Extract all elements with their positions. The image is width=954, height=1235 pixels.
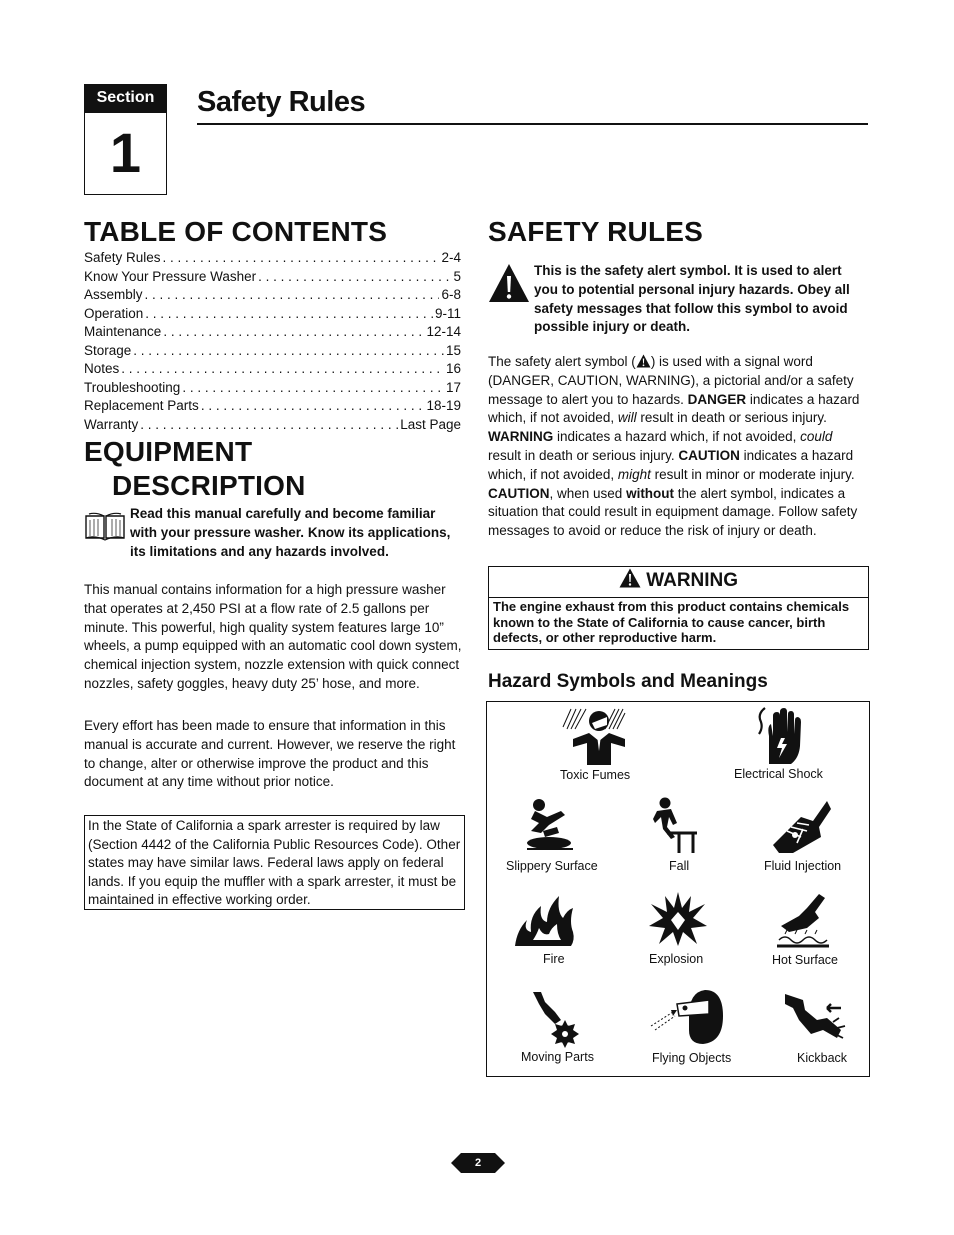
toc-label: Warranty [84, 416, 139, 432]
warning-header [489, 567, 868, 598]
fluid-injection-icon [771, 797, 833, 855]
warning-title: WARNING [646, 570, 739, 591]
hazard-label: Explosion [649, 952, 704, 966]
toc-page: Last Page [400, 416, 461, 432]
section-badge [84, 84, 167, 195]
hazard-label: Fall [669, 859, 690, 873]
equipment-paragraph: This manual contains information for a high pressure washer that operates at 2,450 PSI at a flow rate of 2.5 gallons per minute. This powerful, high quality system features large 10” wheels, a pump equipped with an automatic cool down system, chemical injection system, nozzle extension with quick connect nozzles, safety goggles, heavy duty 25’ hose, and more. [84, 582, 462, 691]
toc-label: Safety Rules [84, 250, 161, 265]
hazard-label: Kickback [797, 1051, 848, 1065]
hazard-label: Toxic Fumes [560, 768, 631, 782]
toc-page: 16 [445, 361, 461, 376]
toc-label: Maintenance [84, 324, 162, 339]
toc-page: 5 [453, 268, 461, 284]
toc-heading: TABLE OF CONTENTS [84, 216, 388, 247]
california-notice: In the State of California a spark arrester is required by law (Section 4442 of the California Public Resources Code). Other states may have similar laws. Federal laws apply on federal lands. If you equip the muffler with a spark arrester, it must be maintained in effective working order. [84, 815, 465, 910]
page-title: Safety Rules [197, 86, 366, 118]
toc-page: 17 [445, 379, 461, 395]
toc-row[interactable] [84, 287, 461, 306]
toc-label: Operation [84, 305, 144, 321]
hazard-label: Moving Parts [521, 1050, 594, 1064]
kickback-icon [783, 990, 849, 1046]
warning-alert-icon [619, 568, 641, 588]
warning-box [488, 566, 869, 650]
toc-label: Storage [84, 342, 132, 358]
toc-row[interactable] [84, 324, 461, 343]
section-label: Section [85, 85, 166, 113]
equipment-heading-line2: DESCRIPTION [112, 470, 306, 501]
toc-row[interactable] [84, 269, 461, 288]
toc-row[interactable] [84, 417, 461, 436]
warning-text: The engine exhaust from this product contains chemicals known to the State of California to cause cancer, birth defects, or other reproductive harm. [493, 599, 850, 645]
manual-book-icon [84, 512, 126, 542]
fire-icon [513, 890, 577, 948]
hazard-symbols-title: Hazard Symbols and Meanings [488, 671, 768, 692]
table-of-contents [84, 250, 461, 435]
hazard-label: Fluid Injection [764, 859, 842, 873]
toc-label: Replacement Parts [84, 398, 199, 413]
fall-icon [649, 797, 701, 853]
toc-label: Know Your Pressure Washer [84, 268, 257, 284]
safety-alert-intro: This is the safety alert symbol. It is used to alert you to potential personal injury hazards. Obey all safety messages that follow this symbol to avoid possible injury or death. [534, 263, 850, 335]
toc-page: 18-19 [426, 398, 461, 413]
toc-row[interactable] [84, 250, 461, 269]
inline-alert-icon [636, 354, 651, 368]
toc-label: Notes [84, 361, 120, 376]
toc-row[interactable] [84, 306, 461, 325]
section-number: 1 [109, 121, 142, 184]
equipment-heading-line1: EQUIPMENT [84, 436, 253, 467]
page-number-tab [451, 1151, 505, 1175]
toc-label: Assembly [84, 287, 143, 302]
hazard-label: Electrical Shock [734, 767, 823, 781]
hazard-label: Flying Objects [652, 1051, 732, 1065]
page-number: 2 [474, 1157, 482, 1169]
toxic-fumes-icon [559, 705, 639, 765]
safety-alert-icon [488, 262, 530, 304]
toc-page: 12-14 [426, 324, 461, 339]
safety-paragraph: The safety alert symbol ( ) is used with a signal word (DANGER, CAUTION, WARNING), a pictorial and/or a safety message to alert you to hazards. DANGER indicates a hazard which, if not avoided, will result in death or serious injury. WARNING indicates a hazard which, if not avoided, could result in death or serious injury. CAUTION indicates a hazard which, if not avoided, might result in minor or moderate injury. CAUTION, when used without the alert symbol, indicates a situation that could result in equipment damage. Follow safety messages to avoid or reduce the risk of injury or death. [488, 354, 860, 539]
toc-page: 15 [445, 342, 461, 358]
toc-row[interactable] [84, 361, 461, 380]
hazard-label: Fire [543, 952, 565, 966]
header-divider [197, 123, 868, 125]
slippery-surface-icon [521, 797, 577, 855]
toc-page: 9-11 [434, 305, 461, 321]
toc-row[interactable] [84, 398, 461, 417]
toc-label: Troubleshooting [84, 379, 181, 395]
moving-parts-icon [531, 990, 581, 1048]
toc-row[interactable] [84, 380, 461, 399]
toc-page: 2-4 [441, 250, 461, 265]
hazard-symbols-panel [486, 701, 870, 1077]
toc-row[interactable] [84, 343, 461, 362]
electrical-shock-icon [751, 706, 803, 764]
explosion-icon [647, 890, 709, 948]
hazard-label: Hot Surface [772, 953, 839, 967]
hazard-label: Slippery Surface [506, 859, 598, 873]
toc-page: 6-8 [441, 287, 461, 302]
hot-surface-icon [775, 890, 831, 948]
safety-heading: SAFETY RULES [488, 216, 704, 247]
accuracy-paragraph: Every effort has been made to ensure that information in this manual is accurate and current. However, we reserve the right to change, alter or otherwise improve the product and this document at any time without prior notice. [84, 718, 456, 790]
flying-objects-icon [649, 986, 725, 1046]
equipment-intro: Read this manual carefully and become familiar with your pressure washer. Know its applications, its limitations and any hazards involved. [130, 506, 451, 559]
